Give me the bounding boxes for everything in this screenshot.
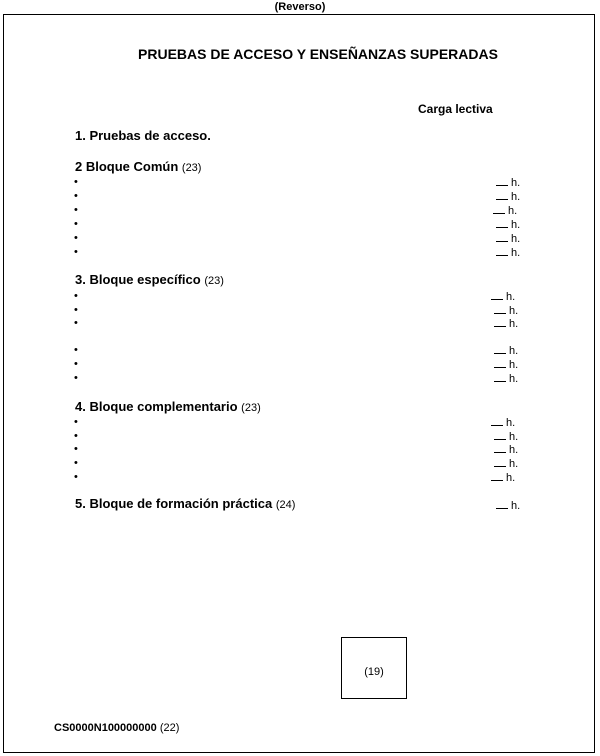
- section-pruebas-acceso-heading: [75, 128, 211, 143]
- section-note: (23): [181, 162, 202, 174]
- section-heading-text: 1. Pruebas de acceso.: [75, 128, 211, 143]
- section-formacion-practica-heading: [75, 496, 295, 511]
- list-bullet: •: [74, 443, 78, 455]
- hours-unit: h.: [506, 291, 516, 303]
- hours-unit: h.: [509, 345, 519, 357]
- hours-field: [491, 290, 515, 304]
- hours-field: [494, 372, 518, 386]
- hours-unit: h.: [509, 373, 519, 385]
- hours-blank: [494, 443, 506, 453]
- hours-unit: h.: [511, 247, 521, 259]
- hours-blank: [496, 499, 508, 509]
- hours-field: [496, 218, 520, 232]
- hours-field: [493, 204, 517, 218]
- list-bullet: •: [74, 471, 78, 483]
- hours-unit: h.: [511, 233, 521, 245]
- hours-field: [494, 430, 518, 444]
- hours-blank: [496, 232, 508, 242]
- hours-blank: [491, 416, 503, 426]
- section-note: (23): [204, 275, 224, 287]
- hours-blank: [496, 246, 508, 256]
- section-note: (23): [241, 402, 261, 414]
- hours-unit: h.: [511, 219, 521, 231]
- hours-field: [494, 317, 518, 331]
- hours-unit: h.: [509, 431, 519, 443]
- document-code-number: CS0000N100000000: [54, 722, 157, 734]
- hours-field: [494, 358, 518, 372]
- list-bullet: •: [74, 304, 78, 316]
- hours-unit: h.: [509, 458, 519, 470]
- hours-unit: h.: [511, 191, 521, 203]
- list-bullet: •: [74, 430, 78, 442]
- hours-blank: [494, 317, 506, 327]
- hours-blank: [494, 358, 506, 368]
- hours-unit: h.: [511, 177, 521, 189]
- list-bullet: •: [74, 317, 78, 329]
- list-bullet: •: [74, 372, 78, 384]
- hours-unit: h.: [506, 417, 516, 429]
- list-bullet: •: [74, 246, 78, 258]
- hours-unit: h.: [509, 318, 519, 330]
- list-bullet: •: [74, 290, 78, 302]
- hours-blank: [494, 344, 506, 354]
- list-bullet: •: [74, 416, 78, 428]
- hours-field: [494, 304, 518, 318]
- section-bloque-comun-heading: [75, 159, 201, 174]
- stamp-label: (19): [364, 666, 384, 678]
- list-bullet: •: [74, 344, 78, 356]
- list-bullet: •: [74, 358, 78, 370]
- hours-unit: h.: [508, 205, 518, 217]
- hours-field: [496, 232, 520, 246]
- document-title: PRUEBAS DE ACCESO Y ENSEÑANZAS SUPERADAS: [138, 46, 498, 62]
- hours-blank: [496, 190, 508, 200]
- list-bullet: •: [74, 176, 78, 188]
- hours-unit: h.: [509, 359, 519, 371]
- hours-unit: h.: [509, 444, 519, 456]
- document-code: [54, 722, 179, 734]
- carga-lectiva-column-header: Carga lectiva: [418, 102, 493, 116]
- section-heading-text: 3. Bloque específico: [75, 272, 201, 287]
- hours-field: [496, 246, 520, 260]
- section-bloque-complementario-heading: [75, 399, 261, 414]
- list-bullet: •: [74, 457, 78, 469]
- section-heading-text: 4. Bloque complementario: [75, 399, 238, 414]
- hours-unit: h.: [509, 305, 519, 317]
- section-bloque-especifico-heading: [75, 272, 224, 287]
- hours-blank: [491, 290, 503, 300]
- hours-field: [494, 344, 518, 358]
- hours-blank: [491, 471, 503, 481]
- list-bullet: •: [74, 218, 78, 230]
- reverse-side-label: (Reverso): [274, 1, 326, 13]
- hours-field: [491, 416, 515, 430]
- hours-blank: [494, 372, 506, 382]
- hours-blank: [494, 457, 506, 467]
- stamp-box: [341, 637, 407, 699]
- hours-blank: [494, 304, 506, 314]
- hours-field: [496, 499, 520, 513]
- hours-field: [494, 443, 518, 457]
- list-bullet: •: [74, 232, 78, 244]
- section-heading-text: 2 Bloque Común: [75, 159, 179, 174]
- section-heading-text: 5. Bloque de formación práctica: [75, 496, 273, 511]
- hours-field: [494, 457, 518, 471]
- hours-unit: h.: [506, 472, 516, 484]
- list-bullet: •: [74, 190, 78, 202]
- hours-blank: [493, 204, 505, 214]
- hours-blank: [496, 176, 508, 186]
- hours-field: [496, 176, 520, 190]
- hours-field: [491, 471, 515, 485]
- hours-blank: [494, 430, 506, 440]
- list-bullet: •: [74, 204, 78, 216]
- hours-blank: [496, 218, 508, 228]
- section-note: (24): [275, 499, 296, 511]
- document-code-note: (22): [159, 722, 180, 734]
- hours-unit: h.: [511, 500, 521, 512]
- hours-field: [496, 190, 520, 204]
